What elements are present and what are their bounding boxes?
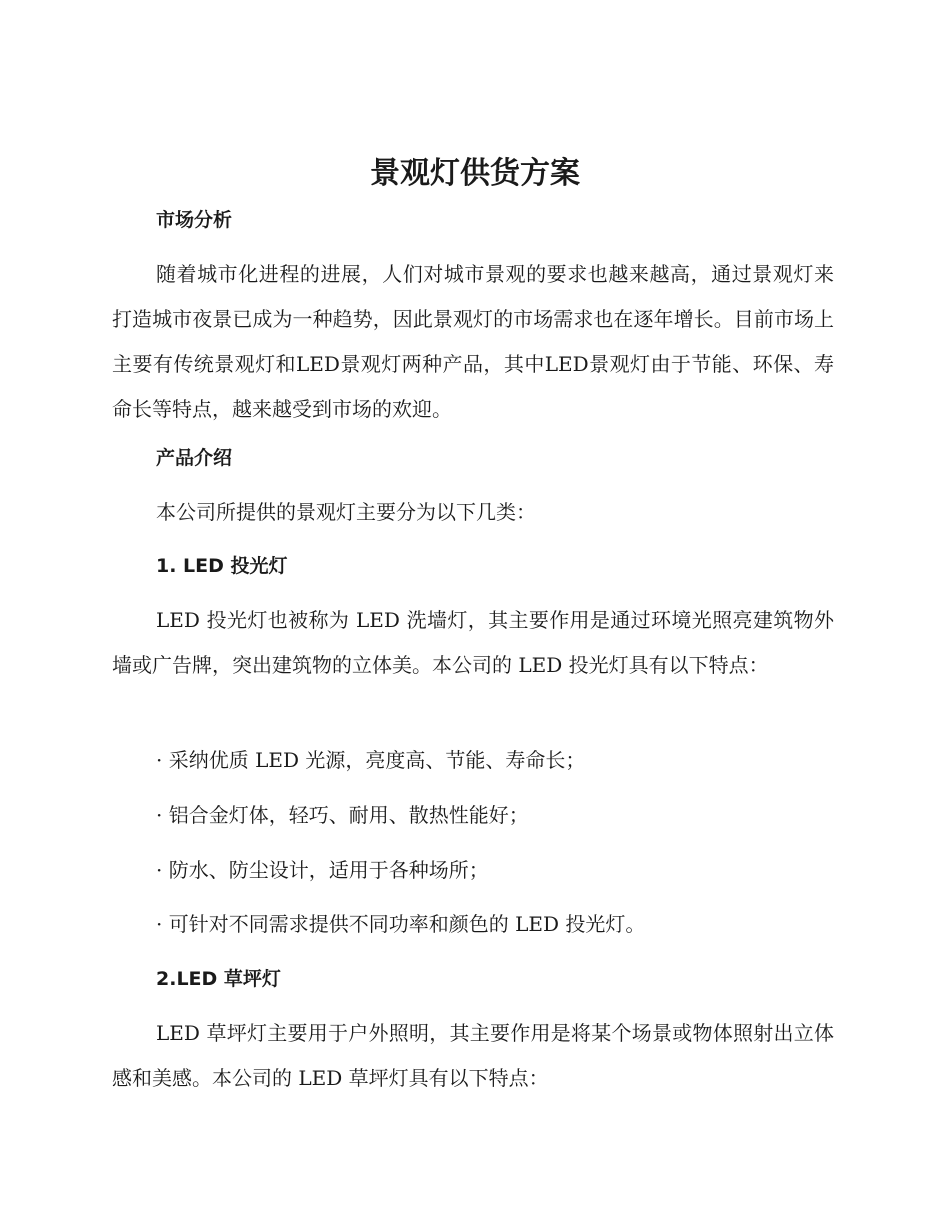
floodlight-bullet: · 防水、防尘设计，适用于各种场所； (156, 858, 489, 882)
floodlight-bullet: · 铝合金灯体，轻巧、耐用、散热性能好； (156, 803, 529, 827)
floodlight-bullet: · 采纳优质 LED 光源，亮度高、节能、寿命长； (156, 748, 586, 772)
products-intro: 本公司所提供的景观灯主要分为以下几类： (156, 500, 536, 524)
subheading-floodlight: 1. LED 投光灯 (156, 555, 288, 577)
floodlight-paragraph: LED 投光灯也被称为 LED 洗墙灯，其主要作用是通过环境光照亮建筑物外墙或广告牌，突出建筑物的立体美。本公司的 LED 投光灯具有以下特点： (112, 608, 834, 677)
document-title: 景观灯供货方案 (370, 156, 580, 191)
subheading-lawnlight: 2.LED 草坪灯 (156, 968, 281, 990)
section-heading-products: 产品介绍 (156, 447, 233, 469)
lawnlight-paragraph: LED 草坪灯主要用于户外照明，其主要作用是将某个场景或物体照射出立体感和美感。本公司的 LED 草坪灯具有以下特点： (112, 1021, 834, 1090)
section-heading-market: 市场分析 (156, 209, 233, 231)
floodlight-bullet: · 可针对不同需求提供不同功率和颜色的 LED 投光灯。 (156, 912, 646, 936)
market-paragraph: 随着城市化进程的进展，人们对城市景观的要求也越来越高，通过景观灯来打造城市夜景已成为一种趋势，因此景观灯的市场需求也在逐年增长。目前市场上主要有传统景观灯和LED景观灯两种产品，其中LED景观灯由于节能、环保、寿命长等特点，越来越受到市场的欢迎。 (112, 262, 834, 421)
